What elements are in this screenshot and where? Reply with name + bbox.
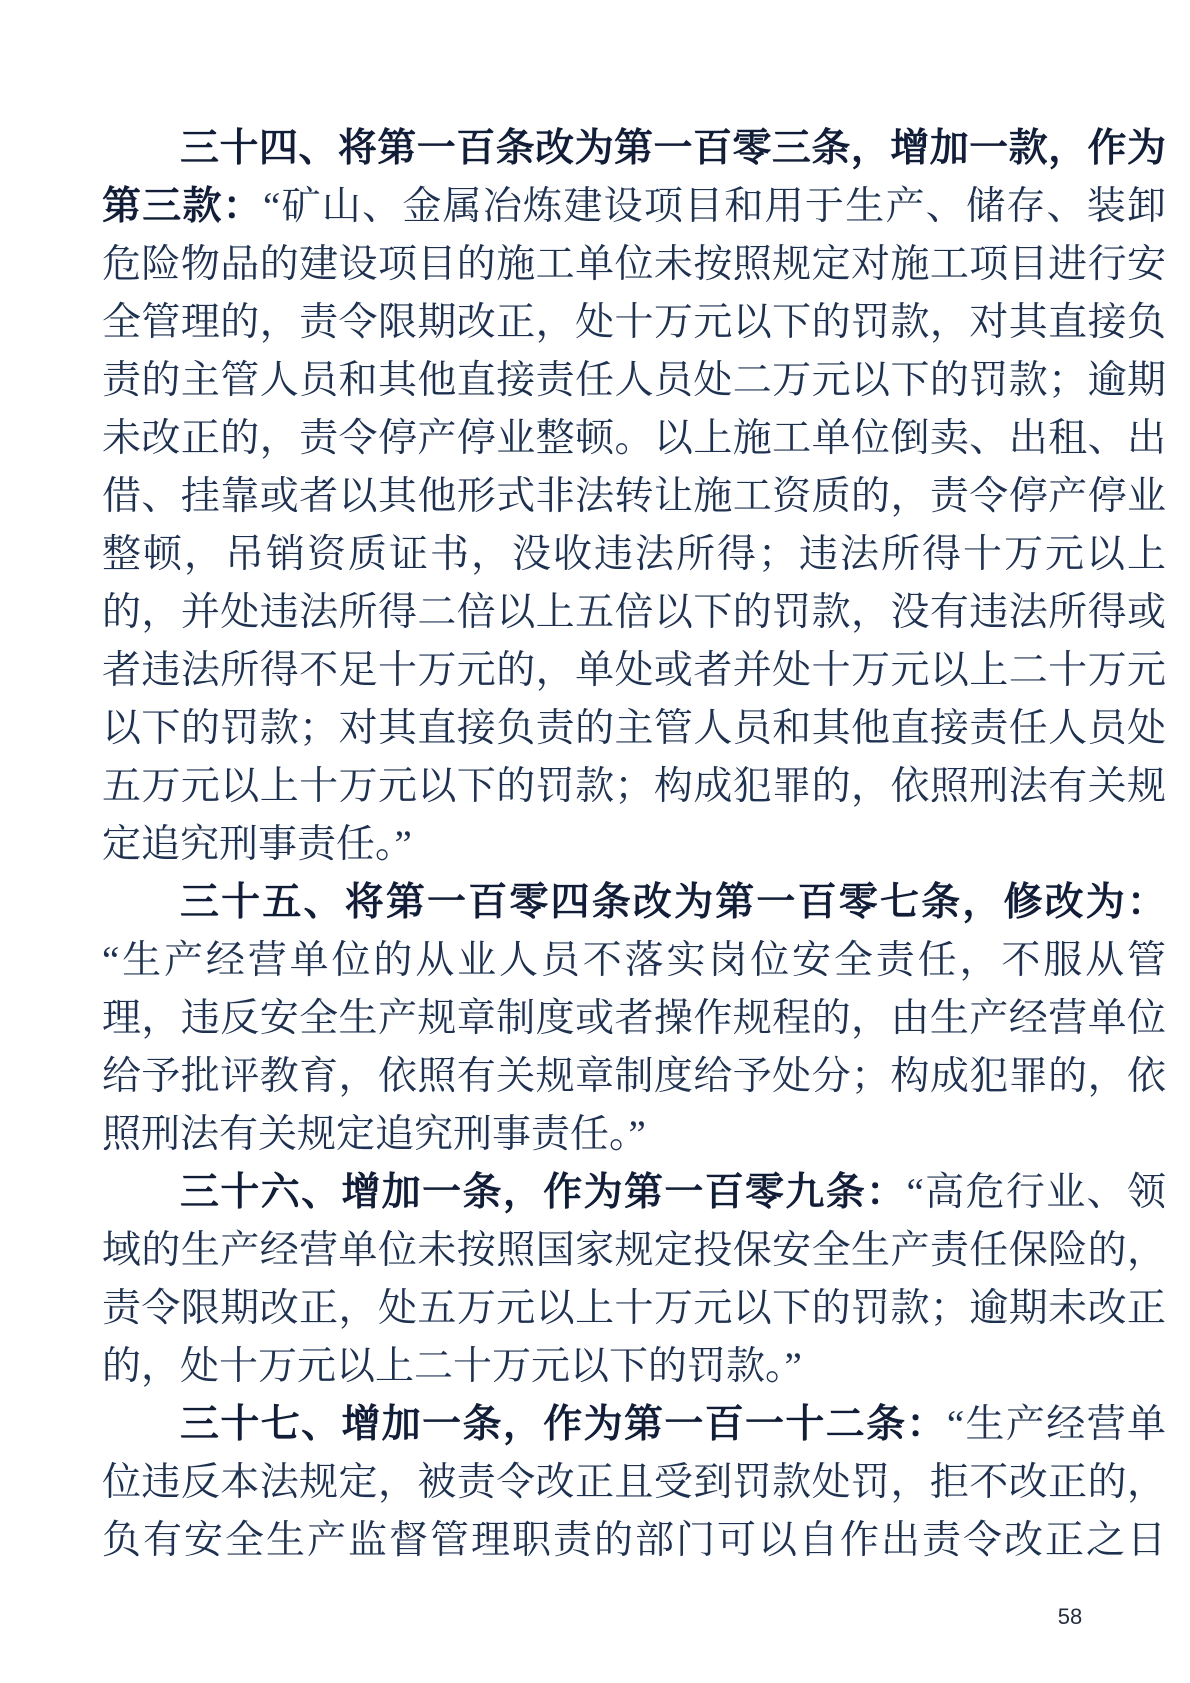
- amendment-item-35: [102, 874, 1166, 1164]
- amendment-item-36-heading: 三十六、增加一条，作为第一百零九条：: [180, 1171, 907, 1214]
- amendment-item-37-heading: 三十七、增加一条，作为第一百一十二条：: [180, 1403, 947, 1446]
- amendment-item-37-text: “生产经营单位违反本法规定，被责令改正且受到罚款处罚，拒不改正的，负有安全生产监督管理职责的部门可以自作出责令改正之日: [102, 1403, 1166, 1562]
- page-number: 58: [1057, 1604, 1083, 1629]
- amendment-item-37: [102, 1396, 1166, 1570]
- amendment-item-35-text: “生产经营单位的从业人员不落实岗位安全责任，不服从管理，违反安全生产规章制度或者操作规程的，由生产经营单位给予批评教育，依照有关规章制度给予处分；构成犯罪的，依照刑法有关规定追究刑事责任。”: [102, 939, 1166, 1156]
- amendment-item-36-text: “高危行业、领域的生产经营单位未按照国家规定投保安全生产责任保险的，责令限期改正，处五万元以上十万元以下的罚款；逾期未改正的，处十万元以上二十万元以下的罚款。”: [102, 1171, 1166, 1388]
- amendment-item-34-heading: 三十四、将第一百条改为第一百零三条，增加一款，作为第三款：: [102, 127, 1166, 228]
- amendment-item-35-heading: 三十五、将第一百零四条改为第一百零七条，修改为：: [180, 881, 1166, 924]
- amendment-item-34-text: “矿山、金属冶炼建设项目和用于生产、储存、装卸危险物品的建设项目的施工单位未按照规定对施工项目进行安全管理的，责令限期改正，处十万元以下的罚款，对其直接负责的主管人员和其他直接责任人员处二万元以下的罚款；逾期未改正的，责令停产停业整顿。以上施工单位倒卖、出租、出借、挂靠或者以其他形式非法转让施工资质的，责令停产停业整顿，吊销资质证书，没收违法所得；违法所得十万元以上的，并处违法所得二倍以上五倍以下的罚款，没有违法所得或者违法所得不足十万元的，单处或者并处十万元以上二十万元以下的罚款；对其直接负责的主管人员和其他直接责任人员处五万元以上十万元以下的罚款；构成犯罪的，依照刑法有关规定追究刑事责任。”: [102, 185, 1166, 866]
- amendment-item-34: [102, 120, 1166, 874]
- document-body: [102, 120, 1166, 1570]
- amendment-item-36: [102, 1164, 1166, 1396]
